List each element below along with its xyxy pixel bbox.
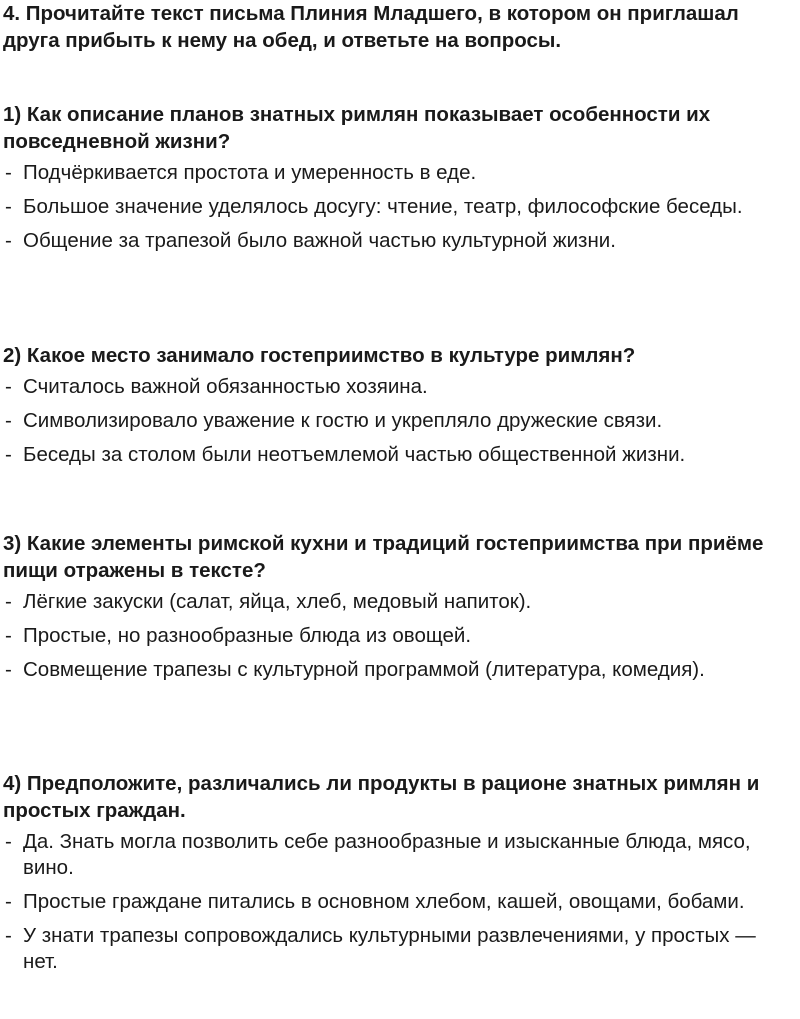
- answer-item: [3, 889, 794, 915]
- bullet-dash: -: [5, 229, 12, 252]
- answer-text: Простые, но разнообразные блюда из овощей.: [23, 624, 472, 647]
- task-header: [3, 0, 794, 54]
- bullet-dash: -: [5, 161, 12, 184]
- question-section-1: [3, 101, 794, 262]
- question-title: 1) Как описание планов знатных римлян показывает особенности их повседневной жизни?: [3, 103, 711, 153]
- question-section-2: [3, 342, 794, 476]
- answer-text: Лёгкие закуски (салат, яйца, хлеб, медовый напиток).: [23, 590, 532, 613]
- question-title: 2) Какое место занимало гостеприимство в культуре римлян?: [3, 344, 636, 367]
- bullet-dash: -: [5, 924, 12, 947]
- answer-item: [3, 160, 794, 186]
- answer-item: [3, 623, 794, 649]
- question-title: 4) Предположите, различались ли продукты в рационе знатных римлян и простых граждан.: [3, 772, 760, 822]
- question-title: 3) Какие элементы римской кухни и традиций гостеприимства при приёме пищи отражены в тексте?: [3, 532, 764, 582]
- answer-text: Общение за трапезой было важной частью культурной жизни.: [23, 229, 616, 252]
- answer-text: Большое значение уделялось досугу: чтение, театр, философские беседы.: [23, 195, 743, 218]
- bullet-dash: -: [5, 443, 12, 466]
- answer-text: У знати трапезы сопровождались культурными развлечениями, у простых — нет.: [23, 924, 756, 973]
- answer-item: [3, 442, 794, 468]
- task-title: 4. Прочитайте текст письма Плиния Младшего, в котором он приглашал друга прибыть к нему на обед, и ответьте на вопросы.: [3, 2, 739, 52]
- bullet-dash: -: [5, 590, 12, 613]
- answer-text: Простые граждане питались в основном хлебом, кашей, овощами, бобами.: [23, 890, 745, 913]
- question-section-4: [3, 770, 794, 983]
- answer-text: Беседы за столом были неотъемлемой частью общественной жизни.: [23, 443, 686, 466]
- answer-list: [3, 374, 794, 468]
- answer-list: [3, 589, 794, 683]
- bullet-dash: -: [5, 624, 12, 647]
- bullet-dash: -: [5, 195, 12, 218]
- answer-item: [3, 923, 794, 975]
- answer-item: [3, 194, 794, 220]
- answer-item: [3, 374, 794, 400]
- answer-list: [3, 160, 794, 254]
- answer-list: [3, 829, 794, 975]
- answer-text: Совмещение трапезы с культурной программой (литература, комедия).: [23, 658, 705, 681]
- answer-text: Да. Знать могла позволить себе разнообразные и изысканные блюда, мясо, вино.: [23, 830, 751, 879]
- answer-item: [3, 589, 794, 615]
- answer-item: [3, 408, 794, 434]
- answer-item: [3, 657, 794, 683]
- answer-item: [3, 228, 794, 254]
- bullet-dash: -: [5, 890, 12, 913]
- answer-text: Символизировало уважение к гостю и укрепляло дружеские связи.: [23, 409, 663, 432]
- bullet-dash: -: [5, 375, 12, 398]
- bullet-dash: -: [5, 658, 12, 681]
- question-section-3: [3, 530, 794, 691]
- answer-text: Считалось важной обязанностью хозяина.: [23, 375, 428, 398]
- answer-item: [3, 829, 794, 881]
- bullet-dash: -: [5, 409, 12, 432]
- bullet-dash: -: [5, 830, 12, 853]
- answer-text: Подчёркивается простота и умеренность в еде.: [23, 161, 477, 184]
